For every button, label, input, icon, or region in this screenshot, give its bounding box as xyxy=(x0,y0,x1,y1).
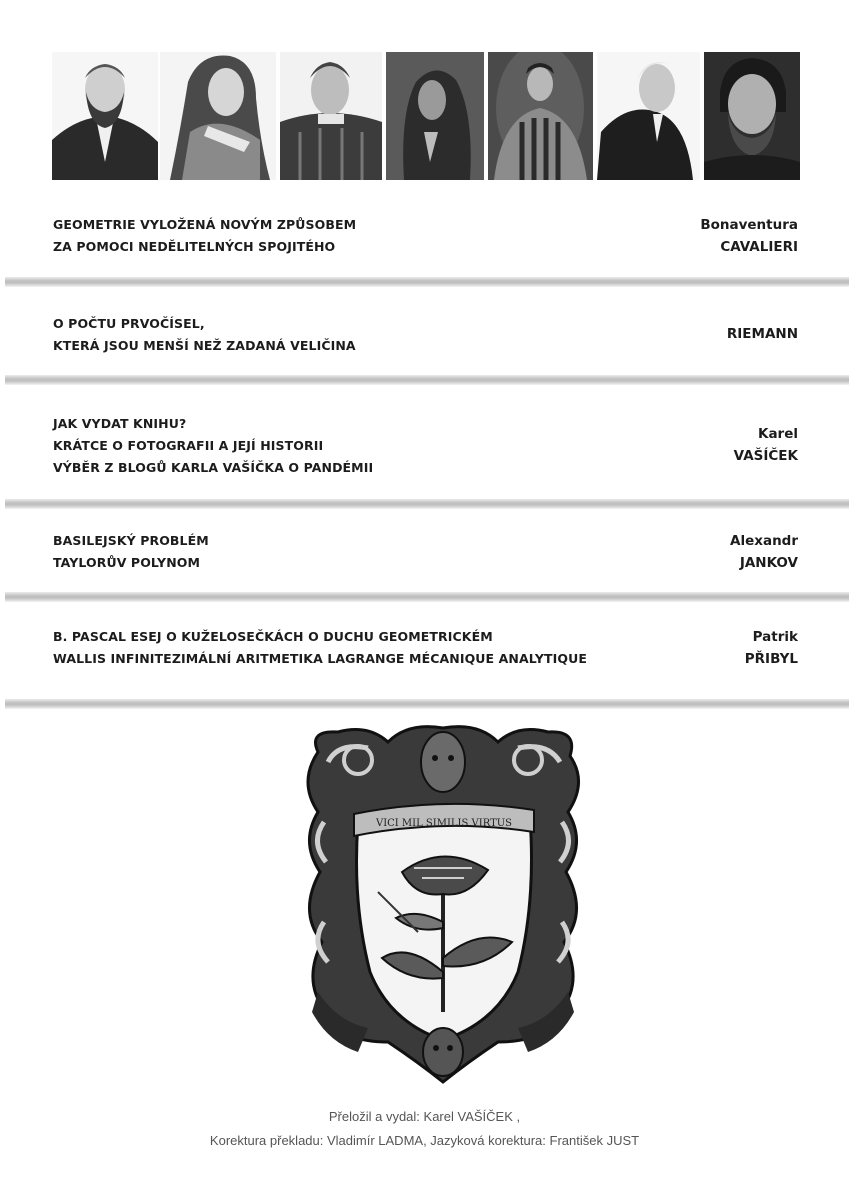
portrait-image xyxy=(160,52,276,180)
separator-bar xyxy=(5,499,849,509)
portrait-image xyxy=(52,52,158,180)
author-first-name: Patrik xyxy=(752,629,798,645)
book-title: O POČTU PRVOČÍSEL, xyxy=(53,316,205,331)
author-last-name: PŘIBYL xyxy=(744,651,798,667)
author-last-name: JANKOV xyxy=(739,555,798,571)
portrait-riemann xyxy=(52,52,158,180)
portrait-pascal xyxy=(160,52,276,180)
book-title: JAK VYDAT KNIHU? xyxy=(53,416,187,431)
author-first-name: Karel xyxy=(757,426,798,442)
book-title: KTERÁ JSOU MENŠÍ NEŽ ZADANÁ VELIČINA xyxy=(53,338,356,353)
separator-bar xyxy=(5,375,849,385)
book-title: VÝBĚR Z BLOGŮ KARLA VAŠÍČKA O PANDÉMII xyxy=(53,460,374,475)
author-first-name: Alexandr xyxy=(730,533,798,549)
book-title: WALLIS INFINITEZIMÁLNÍ ARITMETIKA LAGRANGE MÉCANIQUE ANALYTIQUE xyxy=(53,651,588,666)
book-title: GEOMETRIE VYLOŽENÁ NOVÝM ZPŮSOBEM xyxy=(53,217,357,232)
credits xyxy=(0,1105,849,1153)
author-last-name: RIEMANN xyxy=(726,326,798,342)
book-title: TAYLORŮV POLYNOM xyxy=(53,555,201,570)
book-titles xyxy=(53,626,587,670)
author-name xyxy=(700,214,798,258)
coat-of-arms-emblem xyxy=(298,722,588,1084)
book-titles xyxy=(53,530,209,574)
portrait-lagrange xyxy=(597,52,700,180)
portrait-image xyxy=(488,52,593,180)
book-title: B. PASCAL ESEJ O KUŽELOSEČKÁCH O DUCHU GEOMETRICKÉM xyxy=(53,629,493,644)
author-last-name: CAVALIERI xyxy=(720,239,798,255)
author-name xyxy=(734,423,798,467)
separator-bar xyxy=(5,277,849,287)
author-first-name: Bonaventura xyxy=(700,217,798,233)
publisher-credit: Přeložil a vydal: Karel VAŠÍČEK , xyxy=(328,1109,521,1124)
portrait-cavalieri xyxy=(280,52,382,180)
portrait-7 xyxy=(704,52,800,180)
author-last-name: VAŠÍČEK xyxy=(733,448,798,464)
portrait-image xyxy=(597,52,700,180)
book-titles xyxy=(53,313,356,357)
book-title: ZA POMOCI NEDĚLITELNÝCH SPOJITÉHO xyxy=(53,239,336,254)
author-name xyxy=(727,323,798,345)
book-titles xyxy=(53,413,373,479)
portrait-image xyxy=(386,52,484,180)
emblem-illustration xyxy=(298,722,588,1084)
book-title: KRÁTCE O FOTOGRAFII A JEJÍ HISTORII xyxy=(53,438,324,453)
portrait-strip xyxy=(52,52,800,180)
separator-bar xyxy=(5,699,849,709)
portrait-image xyxy=(280,52,382,180)
emblem-banner-text: VICI MIL SIMILIS VIRTUS xyxy=(375,818,513,829)
portrait-wallis xyxy=(488,52,593,180)
author-name xyxy=(730,530,798,574)
separator-bar xyxy=(5,592,849,602)
proofreading-credit: Korektura překladu: Vladimír LADMA, Jazyková korektura: František JUST xyxy=(209,1133,640,1148)
book-titles xyxy=(53,214,356,258)
book-title: BASILEJSKÝ PROBLÉM xyxy=(53,533,209,548)
portrait-image xyxy=(704,52,800,180)
author-name xyxy=(745,626,798,670)
portrait-4 xyxy=(386,52,484,180)
